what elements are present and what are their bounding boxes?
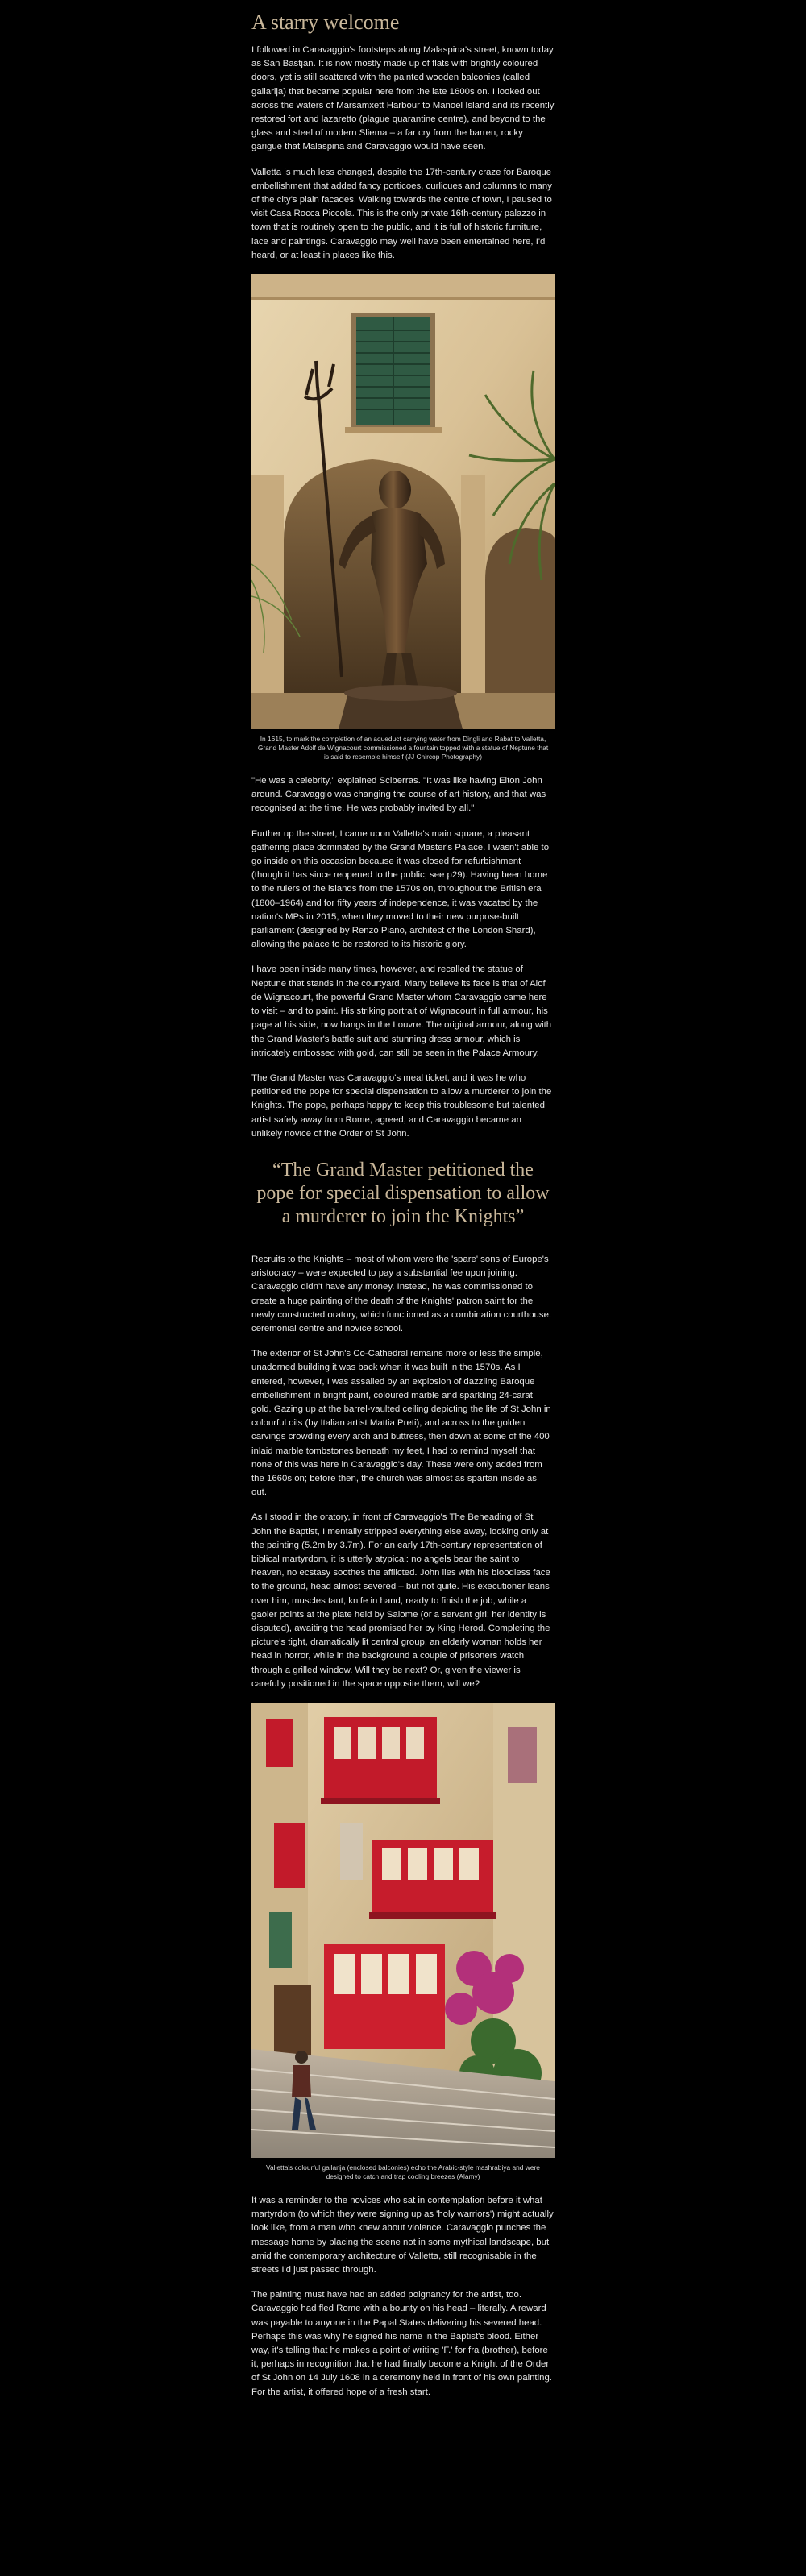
paragraph: As I stood in the oratory, in front of Caravaggio's The Beheading of St John the Baptist, I mentally stripped everything else away, looking only at the painting (5.2m by 3.7m). For an early 17th-century representation of biblical martyrdom, it is utterly atypical: no angels bear the saint to heaven, no ecstasy soothes the afflicted. John lies with his bloodless face to the ground, head almost severed – but not quite. His executioner leans over him, muscles taut, knife in hand, ready to finish the job, while a gaoler points at the plate held by Salome (or a servant girl; her identity is disputed), awaiting the head promised her by King Herod. Completing the picture's tight, dramatically lit central group, an elderly woman holds her head in horror, while in the background a couple of prisoners watch through a grilled window. Will they be next? Or, given the viewer is carefully positioned in the space opposite them, will we?	[251, 1512, 550, 1689]
paragraph: Further up the street, I came upon Valletta's main square, a pleasant gathering place dominated by the Grand Master's Palace. I wasn't able to go inside on this occasion because it was closed for refurbishment (though it has since reopened to the public; see p29). Having been home to the rulers of the islands from the 1570s on, throughout the British era (1800–1964) and for fifty years of independence, it was vacated by the nation's MPs in 2015, when they moved to their new purpose-built parliament (designed by Renzo Piano, architect of the London Shard), allowing the palace to be restored to its historic glory.	[251, 828, 550, 950]
neptune-statue-image	[251, 274, 555, 729]
paragraph: I followed in Caravaggio's footsteps along Malaspina's street, known today as San Bastjan. It is now mostly made up of flats with brightly coloured doors, yet is still scattered with the painted wooden balconies (called gallarija) that became popular here from the late 1600s on. I looked out across the waters of Marsamxett Harbour to Manoel Island and its recently restored fort and lazaretto (plague quarantine centre), and beyond to the glass and steel of modern Sliema – a far cry from the barren, rocky garigue that Malaspina and Caravaggio would have seen.	[251, 45, 555, 152]
paragraph: Recruits to the Knights – most of whom were the 'spare' sons of Europe's aristocracy – were expected to pay a substantial fee upon joining. Caravaggio didn't have any money. Instead, he was commissioned to create a huge painting of the death of the Knights' patron saint for the newly constructed oratory, which functioned as a combination courthouse, ceremonial centre and novice school.	[251, 1254, 552, 1334]
neptune-statue-photo	[251, 274, 555, 729]
paragraph: "He was a celebrity," explained Sciberras. "It was like having Elton John around. Caravaggio was changing the course of art history, and that was recognised at the time. He was probably invited by all."	[251, 776, 546, 814]
paragraph: I have been inside many times, however, and recalled the statue of Neptune that stands in the courtyard. Many believe its face is that of Alof de Wignacourt, the powerful Grand Master whom Caravaggio came here to visit – and to paint. His striking portrait of Wignacourt in full armour, his page at his side, now hangs in the Louvre. The original armour, along with the Grand Master's battle suit and stunning dress armour, which is intricately embossed with gold, can still be seen in the Palace Armoury.	[251, 964, 552, 1058]
paragraph: Valletta is much less changed, despite the 17th-century craze for Baroque embellishment that added fancy porticoes, curlicues and columns to many of the city's plain facades. Walking towards the centre of town, I paused to visit Casa Rocca Piccola. This is the only private 16th-century palazzo in town that is routinely open to the public, and it is full of historic furniture, lace and paintings. Caravaggio may well have been entertained here, I'd heard, or at least in places like this.	[251, 167, 552, 260]
paragraph: The Grand Master was Caravaggio's meal ticket, and it was he who petitioned the pope for special dispensation to allow a murderer to join the Knights. The pope, perhaps happy to keep this troublesome but talented artist safely away from Rome, agreed, and Caravaggio became an unlikely novice of the Order of St John.	[251, 1072, 552, 1139]
paragraph: The exterior of St John's Co-Cathedral remains more or less the simple, unadorned building it was back when it was built in the 1570s. As I entered, however, I was assailed by an explosion of dazzling Baroque embellishment in bright paint, coloured marble and sparkling 24-carat gold. Gazing up at the barrel-vaulted ceiling depicting the life of St John in colourful oils (by Italian artist Mattia Preti), and across to the golden carvings crowding every arch and buttress, then down at some of the 400 inlaid marble tombstones beneath my feet, I had to remind myself that none of this was here in Caravaggio's day. These were only added from the 1660s on; before then, the church was almost as spartan inside as out.	[251, 1349, 551, 1498]
paragraph: The painting must have had an added poignancy for the artist, too. Caravaggio had fled Rome with a bounty on his head – literally. A reward was payable to anyone in the Papal States delivering his severed head. Perhaps this was why he signed his name in the Baptist's blood. Either way, it's telling that he makes a point of writing 'F.' for fra (brother), before it, perhaps in recognition that he had finally become a Knight of the Order of St John on 14 July 1608 in a ceremony held in front of his own painting. For the artist, it offered hope of a fresh start.	[251, 2290, 552, 2397]
balconies-photo	[251, 1703, 555, 2158]
article-heading: A starry welcome	[251, 10, 400, 34]
valletta-balconies-image	[251, 1703, 555, 2158]
pull-quote: “The Grand Master petitioned the pope for special dispensation to allow a murderer to join the Knights”	[256, 1159, 550, 1227]
article-column	[251, 0, 555, 2411]
photo-caption: In 1615, to mark the completion of an aqueduct carrying water from Dingli and Rabat to Valletta, Grand Master Adolf de Wignacourt commissioned a fountain topped with a statue of Neptune that is said to resemble himself (JJ Chircop Photography)	[257, 735, 549, 761]
paragraph: It was a reminder to the novices who sat in contemplation before it what martyrdom (to which they were signing up as 'holy warriors') might actually look like, from a man who knew about violence. Caravaggio punches the message home by placing the scene not in some mythical landscape, but amid the contemporary architecture of Valletta, still recognisable in the streets I'd just passed through.	[251, 2196, 554, 2275]
photo-caption: Valletta's colourful gallarija (enclosed balconies) echo the Arabic-style mashrabiya and were designed to catch and trap cooling breezes (Alamy)	[266, 2163, 540, 2181]
balconies-figure	[251, 1703, 555, 2181]
neptune-figure	[251, 274, 555, 761]
